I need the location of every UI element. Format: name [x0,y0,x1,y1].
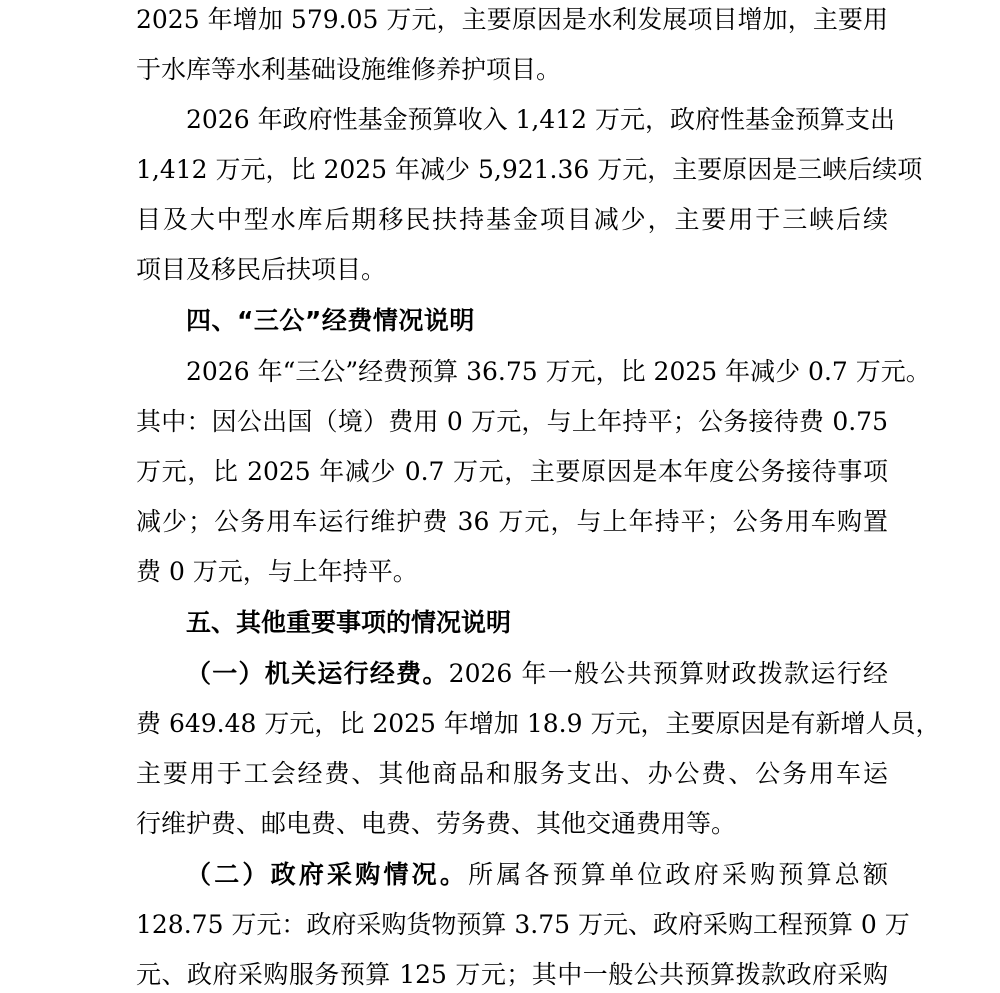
paragraph-1-line-2: 于水库等水利基础设施维修养护项目。 [136,55,562,84]
paragraph-1-line-1: 2025 年增加 579.05 万元，主要原因是水利发展项目增加，主要用 [136,5,888,34]
paragraph-5-line-2: 128.75 万元：政府采购货物预算 3.75 万元、政府采购工程预算 0 万 [136,910,910,939]
section-heading-4: 四、“三公”经费情况说明 [186,306,475,335]
paragraph-4-line-1 [186,658,888,690]
paragraph-3-line-1: 2026 年“三公”经费预算 36.75 万元，比 2025 年减少 0.7 万元。 [186,357,931,386]
paragraph-5-line-1 [186,859,888,891]
paragraph-4-line-4: 行维护费、邮电费、电费、劳务费、其他交通费用等。 [136,809,737,838]
paragraph-2-line-2: 1,412 万元，比 2025 年减少 5,921.36 万元，主要原因是三峡后续项 [136,155,923,184]
paragraph-3-line-4: 减少；公务用车运行维护费 36 万元，与上年持平；公务用车购置 [136,507,888,536]
paragraph-5-line-3: 元、政府采购服务预算 125 万元；其中一般公共预算拨款政府采购 [136,960,888,989]
paragraph-4-line-1-text: 2026 年一般公共预算财政拨款运行经 [448,659,888,688]
paragraph-4-line-3: 主要用于工会经费、其他商品和服务支出、办公费、公务用车运 [136,759,888,788]
paragraph-3-line-5: 费 0 万元，与上年持平。 [136,557,418,586]
paragraph-5-line-1-text: 所属各预算单位政府采购预算总额 [468,860,888,889]
paragraph-2-line-3: 目及大中型水库后期移民扶持基金项目减少，主要用于三峡后续 [136,205,888,234]
section-heading-5: 五、其他重要事项的情况说明 [186,608,512,637]
paragraph-2-line-1: 2026 年政府性基金预算收入 1,412 万元，政府性基金预算支出 [186,105,896,134]
paragraph-3-line-2: 其中：因公出国（境）费用 0 万元，与上年持平；公务接待费 0.75 [136,407,888,436]
subsection-lead-1: （一）机关运行经费。 [186,659,449,688]
subsection-lead-2: （二）政府采购情况。 [186,860,469,889]
paragraph-2-line-4: 项目及移民后扶项目。 [136,255,387,284]
paragraph-3-line-3: 万元，比 2025 年减少 0.7 万元，主要原因是本年度公务接待事项 [136,457,888,486]
paragraph-4-line-2: 费 649.48 万元，比 2025 年增加 18.9 万元，主要原因是有新增人员， [136,709,941,738]
